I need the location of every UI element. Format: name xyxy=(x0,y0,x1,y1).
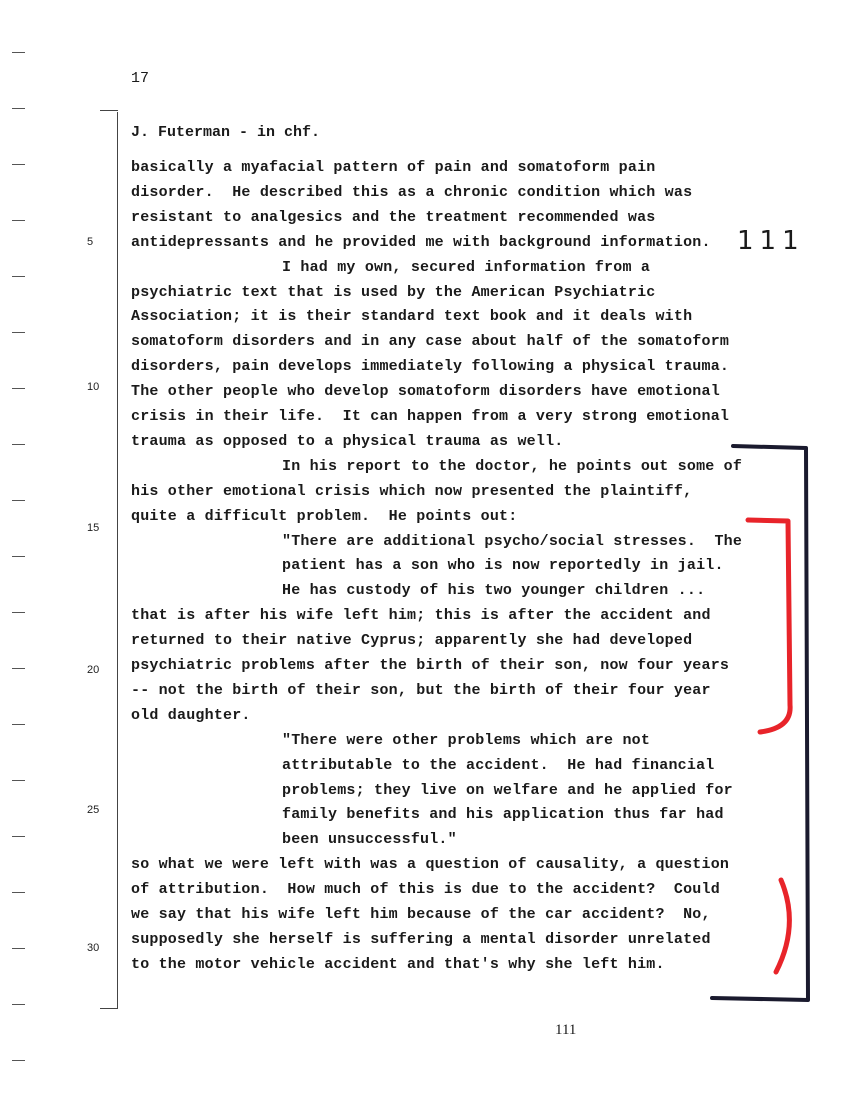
transcript-line: He has custody of his two younger children ... xyxy=(282,582,706,599)
transcript-line: supposedly she herself is suffering a mental disorder unrelated xyxy=(131,931,711,948)
transcript-line: "There were other problems which are not xyxy=(282,732,651,749)
top-page-number: 17 xyxy=(131,70,150,87)
transcript-line: resistant to analgesics and the treatment recommended was xyxy=(131,209,656,226)
witness-header: J. Futerman - in chf. xyxy=(131,124,321,141)
transcript-line: old daughter. xyxy=(131,707,251,724)
handwritten-page-number: 111 xyxy=(737,226,805,256)
line-number-5: 5 xyxy=(87,236,94,248)
transcript-line: to the motor vehicle accident and that's why she left him. xyxy=(131,956,665,973)
transcript-line: "There are additional psycho/social stresses. The xyxy=(282,533,743,550)
line-number-15: 15 xyxy=(87,522,100,534)
transcript-line: we say that his wife left him because of the car accident? No, xyxy=(131,906,711,923)
transcript-line: been unsuccessful." xyxy=(282,831,457,848)
transcript-line: so what we were left with was a question of causality, a question xyxy=(131,856,730,873)
red-bracket-annotation-upper xyxy=(748,520,790,732)
line-number-30: 30 xyxy=(87,942,100,954)
transcript-line: crisis in their life. It can happen from a very strong emotional xyxy=(131,408,730,425)
red-bracket-annotation-lower xyxy=(776,880,789,972)
transcript-line: In his report to the doctor, he points out some of xyxy=(282,458,743,475)
transcript-line: Association; it is their standard text book and it deals with xyxy=(131,308,693,325)
transcript-line: disorders, pain develops immediately following a physical trauma. xyxy=(131,358,730,375)
transcript-line: basically a myafacial pattern of pain and somatoform pain xyxy=(131,159,656,176)
transcript-line: that is after his wife left him; this is after the accident and xyxy=(131,607,711,624)
transcript-line: somatoform disorders and in any case about half of the somatoform xyxy=(131,333,730,350)
line-number-25: 25 xyxy=(87,804,100,816)
transcript-line: returned to their native Cyprus; apparently she had developed xyxy=(131,632,693,649)
transcript-line: -- not the birth of their son, but the birth of their four year xyxy=(131,682,711,699)
transcript-line: his other emotional crisis which now presented the plaintiff, xyxy=(131,483,693,500)
transcript-line: psychiatric problems after the birth of their son, now four years xyxy=(131,657,730,674)
black-bracket-annotation xyxy=(712,446,808,1000)
transcript-line: antidepressants and he provided me with background information. xyxy=(131,234,711,251)
transcript-line: disorder. He described this as a chronic condition which was xyxy=(131,184,693,201)
transcript-line: The other people who develop somatoform disorders have emotional xyxy=(131,383,720,400)
transcript-line: quite a difficult problem. He points out: xyxy=(131,508,518,525)
bottom-page-number: 111 xyxy=(555,1022,577,1038)
line-number-20: 20 xyxy=(87,664,100,676)
transcript-line: trauma as opposed to a physical trauma as well. xyxy=(131,433,564,450)
transcript-line: I had my own, secured information from a xyxy=(282,259,651,276)
transcript-line: problems; they live on welfare and he applied for xyxy=(282,782,733,799)
line-number-10: 10 xyxy=(87,381,100,393)
transcript-line: of attribution. How much of this is due to the accident? Could xyxy=(131,881,720,898)
transcript-line: patient has a son who is now reportedly in jail. xyxy=(282,557,724,574)
transcript-line: family benefits and his application thus far had xyxy=(282,806,724,823)
transcript-line: attributable to the accident. He had financial xyxy=(282,757,715,774)
transcript-line: psychiatric text that is used by the American Psychiatric xyxy=(131,284,656,301)
